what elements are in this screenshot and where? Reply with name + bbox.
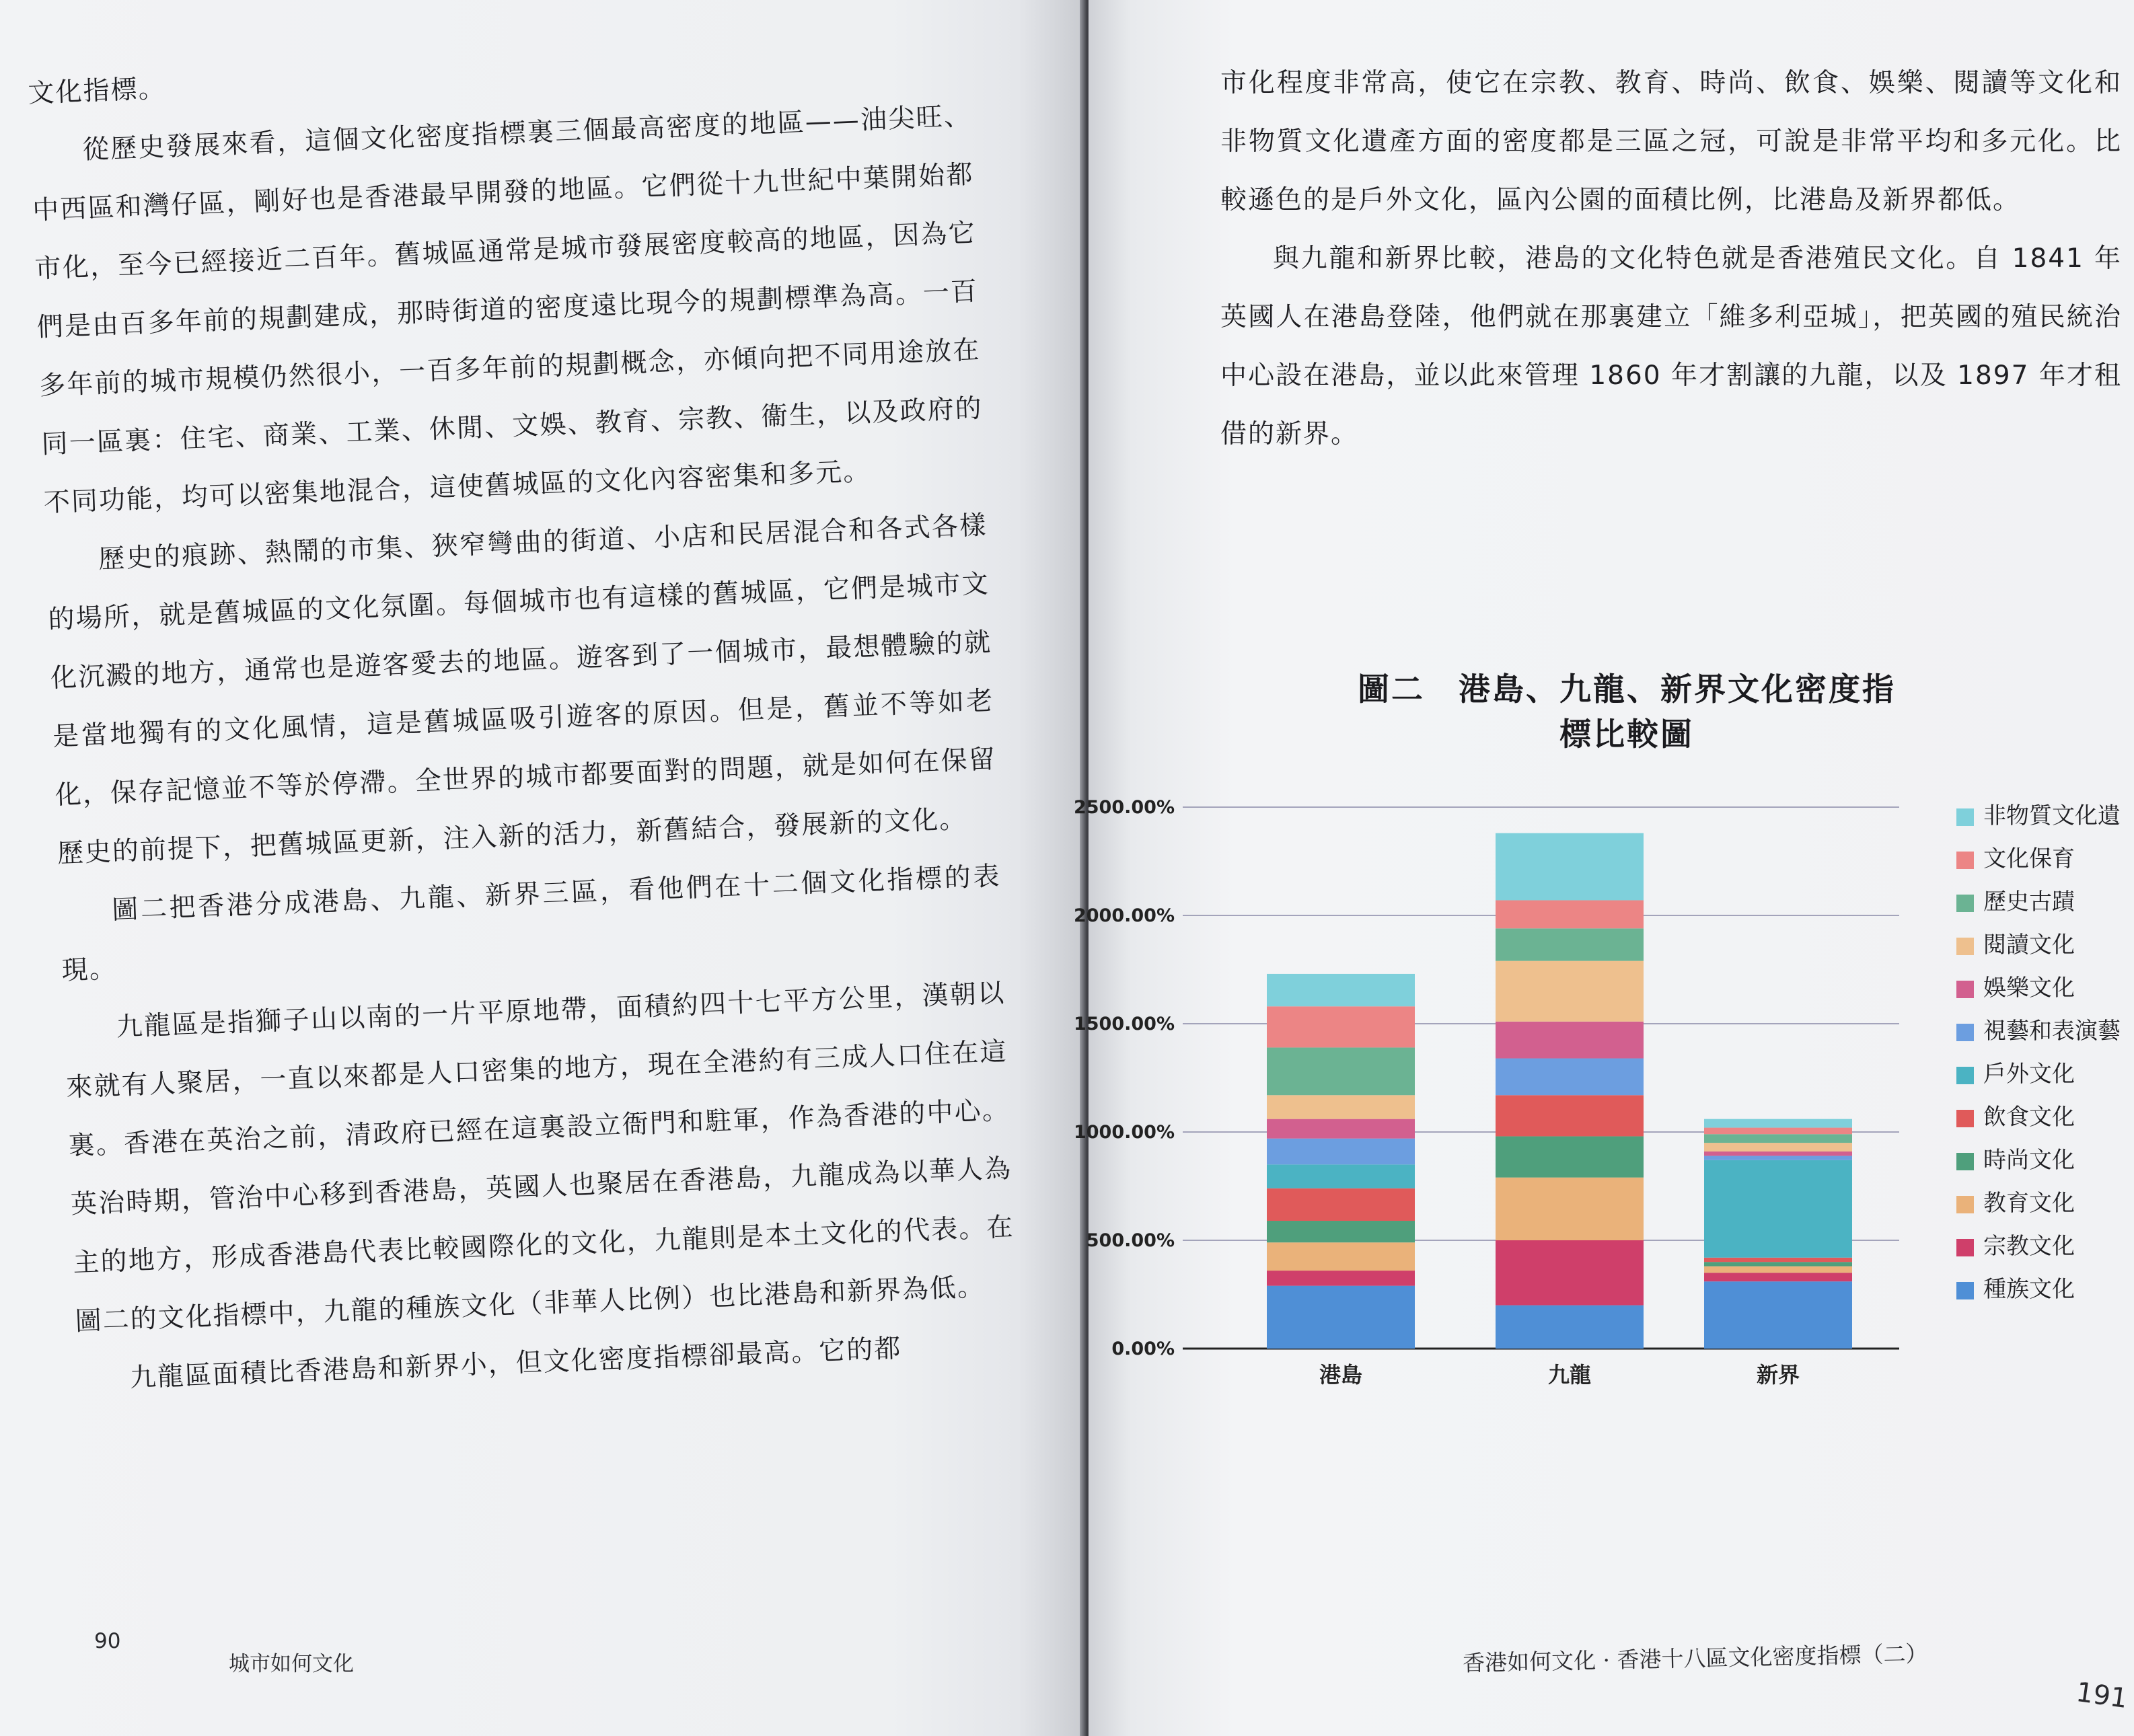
x-axis-categories	[1319, 1362, 1800, 1388]
legend-swatch	[1956, 1110, 1974, 1127]
bar-segment	[1267, 1271, 1415, 1286]
legend-swatch	[1956, 1153, 1974, 1170]
legend-swatch	[1956, 1196, 1974, 1213]
y-tick-label: 1000.00%	[1073, 1122, 1175, 1143]
legend-swatch	[1956, 1239, 1974, 1256]
legend-label: 時尚文化	[1983, 1147, 2075, 1174]
bar-segment	[1267, 1286, 1415, 1349]
bar-segment	[1704, 1134, 1852, 1143]
running-title: 城市如何文化	[229, 1652, 354, 1676]
bar-segment	[1704, 1143, 1852, 1152]
page-number: 191	[2074, 1676, 2130, 1715]
paragraph: 文化指標。	[27, 73, 167, 109]
legend-swatch	[1956, 1067, 1974, 1084]
bar-segment	[1267, 1006, 1415, 1047]
page-number: 90	[94, 1629, 121, 1653]
bar-segment	[1496, 1306, 1644, 1349]
bar-segment	[1267, 1139, 1415, 1165]
bar-segment	[1496, 928, 1644, 960]
paragraph: 歷史的痕跡、熱鬧的市集、狹窄彎曲的街道、小店和民居混合和各式各樣的場所，就是舊城區的文化氛圍。每個城市也有這樣的舊城區，它們是城市文化沉澱的地方，通常也是遊客愛去的地區。遊客到了一個城市，最想體驗的就是當地獨有的文化風情，這是舊城區吸引遊客的原因。但是，舊並不等如老化，保存記憶並不等於停滯。全世界的城市都要面對的問題，就是如何在保留歷史的前提下，把舊城區更新，注入新的活力，新舊結合，發展新的文化。	[47, 510, 997, 870]
legend-swatch	[1956, 895, 1974, 912]
legend-label: 戶外文化	[1983, 1061, 2075, 1088]
paragraph: 市化程度非常高，使它在宗教、教育、時尚、飲食、娛樂、閱讀等文化和非物質文化遺產方面的密度都是三區之冠，可說是非常平均和多元化。比較遜色的是戶外文化，區內公園的面積比例，比港島及新界都低。	[1220, 68, 2122, 215]
chart-bars	[1267, 833, 1852, 1349]
legend-label: 文化保育	[1983, 845, 2075, 872]
bar-segment	[1704, 1156, 1852, 1160]
legend-label: 教育文化	[1983, 1190, 2075, 1217]
legend-swatch	[1956, 808, 1974, 826]
bar-segment	[1704, 1119, 1852, 1128]
chart-title: 圖二 港島、九龍、新界文化密度指標比較圖	[1358, 671, 1896, 753]
stacked-bar-chart	[1073, 753, 2134, 1426]
x-category-label: 九龍	[1547, 1362, 1592, 1388]
legend-label: 閱讀文化	[1983, 932, 2075, 958]
paragraph: 從歷史發展來看，這個文化密度指標裏三個最高密度的地區——油尖旺、中西區和灣仔區，剛好也是香港最早開發的地區。它們從十九世紀中葉開始都市化，至今已經接近二百年。舊城區通常是城市發展密度較高的地區，因為它們是由百多年前的規劃建成，那時街道的密度遠比現今的規劃標準為高。一百多年前的城市規模仍然很小，一百多年前的規劃概念，亦傾向把不同用途放在同一區裏：住宅、商業、工業、休閒、文娛、教育、宗教、衞生，以及政府的不同功能，均可以密集地混合，這使舊城區的文化內容密集和多元。	[32, 101, 984, 519]
right-page-body	[1220, 54, 2122, 463]
paragraph: 九龍區面積比香港島和新界小，但文化密度指標卻最高。它的都	[129, 1333, 903, 1394]
y-axis-ticks	[1074, 797, 1175, 1359]
y-tick-label: 1500.00%	[1073, 1014, 1175, 1034]
bar-segment	[1267, 1095, 1415, 1119]
bar-segment	[1267, 1047, 1415, 1095]
legend-label: 種族文化	[1983, 1276, 2075, 1303]
bar-segment	[1267, 1242, 1415, 1271]
legend-swatch	[1956, 981, 1974, 998]
bar-segment	[1267, 1188, 1415, 1221]
legend-label: 非物質文化遺	[1983, 802, 2121, 829]
bar-segment	[1496, 1095, 1644, 1136]
y-tick-label: 2500.00%	[1073, 797, 1175, 818]
bar-segment	[1704, 1258, 1852, 1262]
running-title: 香港如何文化 · 香港十八區文化密度指標（二）	[1462, 1640, 1928, 1677]
bar-segment	[1267, 1164, 1415, 1188]
legend-swatch	[1956, 938, 1974, 955]
x-category-label: 新界	[1756, 1362, 1800, 1388]
paragraph: 圖二把香港分成港島、九龍、新界三區，看他們在十二個文化指標的表現。	[61, 861, 1002, 986]
bar-segment	[1267, 974, 1415, 1006]
bar-segment	[1704, 1262, 1852, 1266]
right-page	[1073, 0, 2134, 1736]
bar-segment	[1496, 1059, 1644, 1096]
bar-segment	[1496, 833, 1644, 901]
bar-segment	[1496, 1136, 1644, 1177]
bar-segment	[1267, 1119, 1415, 1139]
bar-segment	[1496, 1022, 1644, 1059]
legend-swatch	[1956, 852, 1974, 869]
bar-segment	[1704, 1273, 1852, 1281]
y-tick-label: 2000.00%	[1073, 905, 1175, 926]
left-page-body	[27, 28, 1020, 1409]
bar-segment	[1496, 1240, 1644, 1306]
paragraph: 與九龍和新界比較，港島的文化特色就是香港殖民文化。自 1841 年英國人在港島登陸，他們就在那裏建立「維多利亞城」，把英國的殖民統治中心設在港島，並以此來管理 1860 年才割讓的九龍，以及 1897 年才租借的新界。	[1220, 243, 2122, 449]
bar-segment	[1496, 1178, 1644, 1240]
bar-segment	[1704, 1128, 1852, 1135]
bar-segment	[1704, 1160, 1852, 1258]
legend-label: 娛樂文化	[1983, 975, 2075, 1002]
legend-label: 視藝和表演藝	[1983, 1018, 2121, 1045]
paragraph: 九龍區是指獅子山以南的一片平原地帶，面積約四十七平方公里，漢朝以來就有人聚居，一直以來都是人口密集的地方，現在全港約有三成人口住在這裏。香港在英治之前，清政府已經在這裏設立衙門和駐軍，作為香港的中心。英治時期，管治中心移到香港島，英國人也聚居在香港島，九龍成為以華人為主的地方，形成香港島代表比較國際化的文化，九龍則是本土文化的代表。在圖二的文化指標中，九龍的種族文化（非華人比例）也比港島和新界為低。	[65, 978, 1015, 1337]
bar-segment	[1704, 1152, 1852, 1156]
legend-swatch	[1956, 1282, 1974, 1299]
bar-segment	[1267, 1221, 1415, 1242]
y-tick-label: 0.00%	[1111, 1338, 1175, 1359]
legend-label: 宗教文化	[1983, 1233, 2075, 1260]
x-category-label: 港島	[1319, 1362, 1363, 1388]
bar-segment	[1496, 900, 1644, 928]
legend-swatch	[1956, 1024, 1974, 1041]
bar-segment	[1496, 961, 1644, 1022]
legend-label: 飲食文化	[1983, 1104, 2075, 1131]
legend-label: 歷史古蹟	[1983, 889, 2075, 915]
chart-legend	[1956, 802, 2121, 1303]
bar-segment	[1704, 1281, 1852, 1349]
bar-segment	[1704, 1267, 1852, 1273]
y-tick-label: 500.00%	[1086, 1230, 1175, 1251]
